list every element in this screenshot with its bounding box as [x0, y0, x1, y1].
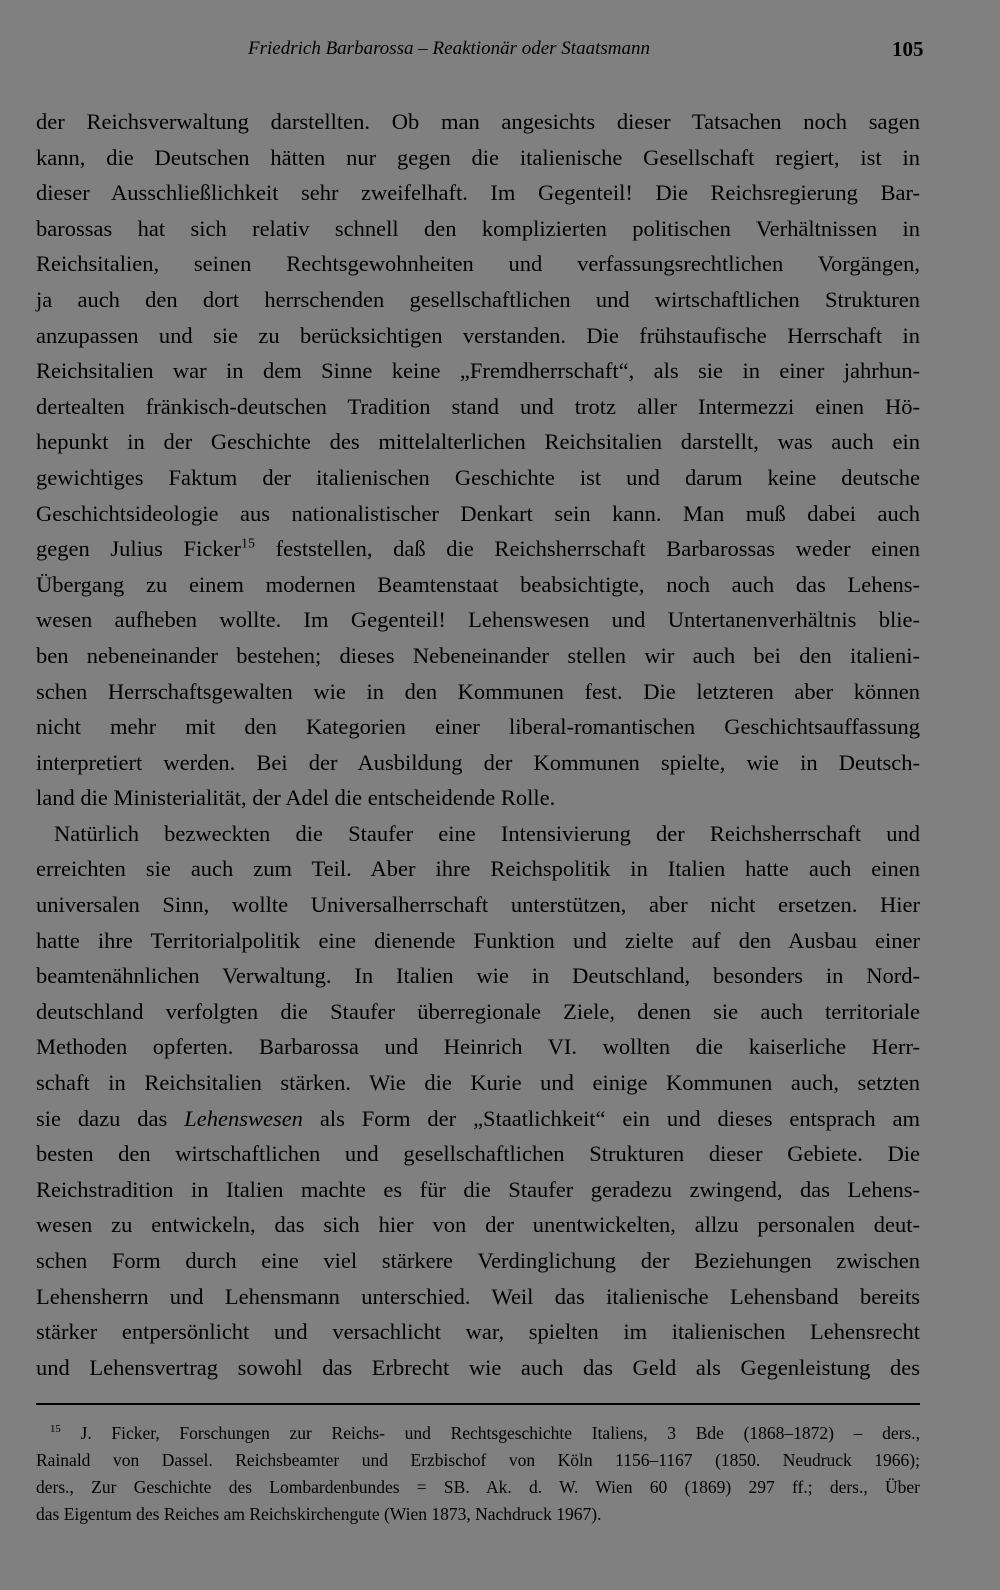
footnotes: [36, 1420, 920, 1528]
text-line: wesen aufheben wollte. Im Gegenteil! Lehenswesen und Untertanenverhältnis blie-: [36, 607, 920, 633]
text-line: dertealten fränkisch-deutschen Tradition stand und trotz aller Intermezzi einen Hö-: [36, 393, 920, 419]
footnote-reference[interactable]: 15: [241, 536, 255, 552]
emphasis: Lehenswesen: [184, 1105, 303, 1131]
text-line: Reichsitalien, seinen Rechtsgewohnheiten und verfassungsrechtlichen Vorgängen,: [36, 251, 920, 277]
text-segment: J. Ficker, Forschungen zur Reichs- und Rechtsgeschichte Italiens, 3 Bde (1868–1872) – ders.,: [60, 1423, 920, 1443]
text-line: schen Herrschaftsgewalten wie in den Kommunen fest. Die letzteren aber können: [36, 678, 920, 704]
text-line: nicht mehr mit den Kategorien einer liberal-romantischen Geschichtsauffassung: [36, 714, 920, 740]
text-line: Lehensherrn und Lehensmann unterschied. Weil das italienische Lehensband bereits: [36, 1283, 920, 1309]
page-number: 105: [892, 37, 924, 61]
text-line: ja auch den dort herrschenden gesellschaftlichen und wirtschaftlichen Strukturen: [36, 286, 920, 312]
text-line: kann, die Deutschen hätten nur gegen die italienische Gesellschaft regiert, ist in: [36, 144, 920, 170]
text-segment: als Form der „Staatlichkeit“ ein und dieses entsprach am: [302, 1105, 920, 1131]
text-line: der Reichsverwaltung darstellten. Ob man angesichts dieser Tatsachen noch sagen: [36, 109, 920, 134]
footnote-line: das Eigentum des Reiches am Reichskirchengute (Wien 1873, Nachdruck 1967).: [36, 1504, 602, 1524]
text-line: hatte ihre Territorialpolitik eine dienende Funktion und zielte auf den Ausbau einer: [36, 927, 920, 953]
text-line: land die Ministerialität, der Adel die entscheidende Rolle.: [36, 785, 556, 811]
text-line: stärker entpersönlicht und versachlicht war, spielten im italienischen Lehensrecht: [36, 1319, 920, 1345]
text-segment: sie dazu das: [36, 1105, 185, 1131]
footnote-separator: [36, 1403, 920, 1405]
text-line: barossas hat sich relativ schnell den komplizierten politischen Verhältnissen in: [36, 215, 920, 241]
footnote-line: Rainald von Dassel. Reichsbeamter und Erzbischof von Köln 1156–1167 (1850. Neudruck 1966);: [36, 1450, 920, 1470]
text-line: gewichtiges Faktum der italienischen Geschichte ist und darum keine deutsche: [36, 464, 920, 490]
text-line: Natürlich bezweckten die Staufer eine Intensivierung der Reichsherrschaft und: [54, 820, 920, 846]
text-line: Übergang zu einem modernen Beamtenstaat beabsichtigte, noch auch das Lehens-: [36, 571, 920, 597]
footnote-marker: 15: [50, 1423, 61, 1436]
text-line: [36, 1101, 920, 1137]
text-line: und Lehensvertrag sowohl das Erbrecht wie auch das Geld als Gegenleistung des: [36, 1354, 920, 1380]
text-line: interpretiert werden. Bei der Ausbildung der Kommunen spielte, wie in Deutsch-: [36, 749, 920, 775]
text-line: ben nebeneinander bestehen; dieses Nebeneinander stellen wir auch bei den italieni-: [36, 642, 920, 668]
text-line: Geschichtsideologie aus nationalistischer Denkart sein kann. Man muß dabei auch: [36, 500, 920, 526]
text-line: wesen zu entwickeln, das sich hier von der unentwickelten, allzu personalen deut-: [36, 1212, 920, 1238]
running-head: Friedrich Barbarossa – Reaktionär oder Staatsmann: [248, 38, 650, 59]
text-line: anzupassen und sie zu berücksichtigen verstanden. Die frühstaufische Herrschaft in: [36, 322, 920, 348]
text-line: Reichstradition in Italien machte es für die Staufer geradezu zwingend, das Lehens-: [36, 1176, 920, 1202]
text-segment: feststellen, daß die Reichsherrschaft Barbarossas weder einen: [254, 536, 921, 562]
text-line: beamtenähnlichen Verwaltung. In Italien wie in Deutschland, besonders in Nord-: [36, 963, 920, 989]
text-line: universalen Sinn, wollte Universalherrschaft unterstützen, aber nicht ersetzen. Hier: [36, 892, 920, 918]
main-text: [36, 104, 920, 1385]
text-line: erreichten sie auch zum Teil. Aber ihre Reichspolitik in Italien hatte auch einen: [36, 856, 920, 882]
text-line: hepunkt in der Geschichte des mittelalterlichen Reichsitalien darstellt, was auch ein: [36, 429, 920, 455]
text-line: Methoden opferten. Barbarossa und Heinrich VI. wollten die kaiserliche Herr-: [36, 1034, 920, 1060]
text-line: [36, 531, 920, 567]
footnote-line: ders., Zur Geschichte des Lombardenbundes = SB. Ak. d. W. Wien 60 (1869) 297 ff.; ders., Über: [36, 1477, 920, 1497]
text-line: dieser Ausschließlichkeit sehr zweifelhaft. Im Gegenteil! Die Reichsregierung Bar-: [36, 180, 920, 206]
text-line: deutschland verfolgten die Staufer überregionale Ziele, denen sie auch territoriale: [36, 998, 920, 1024]
text-line: schen Form durch eine viel stärkere Verdinglichung der Beziehungen zwischen: [36, 1248, 920, 1273]
text-segment: gegen Julius Ficker: [36, 536, 242, 562]
text-line: Reichsitalien war in dem Sinne keine „Fremdherrschaft“, als sie in einer jahrhun-: [36, 358, 920, 384]
text-line: besten den wirtschaftlichen und gesellschaftlichen Strukturen dieser Gebiete. Die: [36, 1141, 920, 1167]
footnote-line: [36, 1420, 920, 1447]
text-line: schaft in Reichsitalien stärken. Wie die Kurie und einige Kommunen auch, setzten: [36, 1070, 920, 1096]
